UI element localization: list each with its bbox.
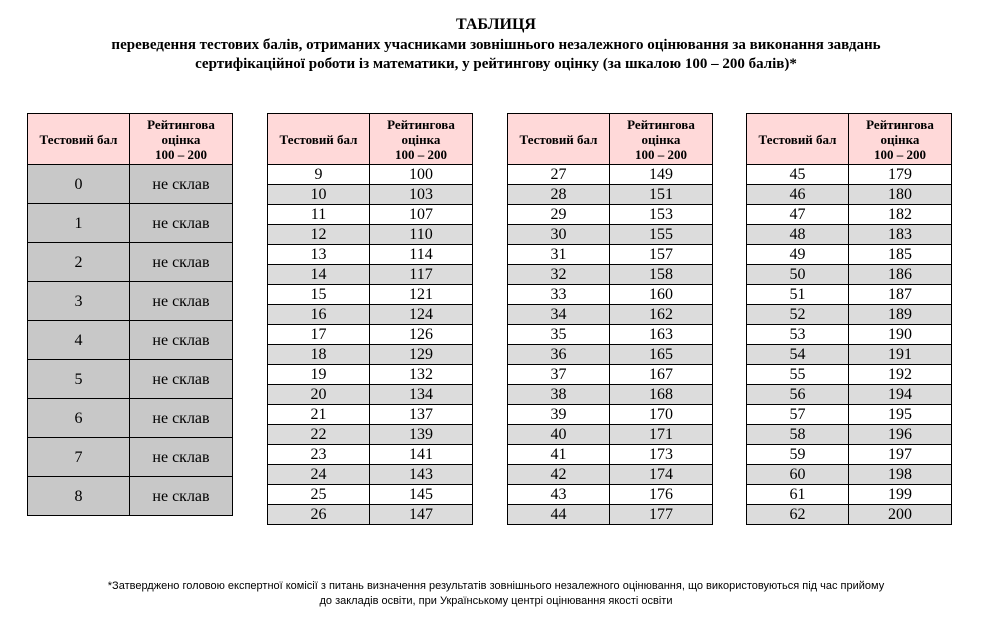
test-score-cell: 29 (508, 205, 610, 225)
test-score-cell: 30 (508, 225, 610, 245)
table-header-row (28, 114, 233, 165)
test-score-cell: 27 (508, 165, 610, 185)
footnote (0, 579, 992, 609)
table-row (268, 325, 473, 345)
rating-cell: 186 (849, 265, 952, 285)
rating-cell: 179 (849, 165, 952, 185)
test-score-cell: 0 (28, 165, 130, 204)
rating-cell: 149 (610, 165, 713, 185)
table-row (747, 465, 952, 485)
rating-cell: 114 (370, 245, 473, 265)
rating-cell: 124 (370, 305, 473, 325)
rating-cell: 162 (610, 305, 713, 325)
test-score-cell: 5 (28, 360, 130, 399)
table-row (268, 365, 473, 385)
test-score-cell: 34 (508, 305, 610, 325)
rating-cell: 110 (370, 225, 473, 245)
test-score-cell: 3 (28, 282, 130, 321)
table-row (268, 405, 473, 425)
test-score-cell: 37 (508, 365, 610, 385)
rating-cell: 151 (610, 185, 713, 205)
rating-cell: 100 (370, 165, 473, 185)
table-row (508, 325, 713, 345)
rating-cell: не склав (130, 204, 233, 243)
rating-cell: 199 (849, 485, 952, 505)
table-row (508, 505, 713, 525)
rating-cell: 191 (849, 345, 952, 365)
rating-cell: не склав (130, 321, 233, 360)
test-score-cell: 15 (268, 285, 370, 305)
test-score-cell: 21 (268, 405, 370, 425)
rating-cell: 171 (610, 425, 713, 445)
table-row (508, 205, 713, 225)
rating-cell: 170 (610, 405, 713, 425)
test-score-cell: 55 (747, 365, 849, 385)
rating-cell: 198 (849, 465, 952, 485)
table-row (268, 205, 473, 225)
test-score-cell: 42 (508, 465, 610, 485)
table-row (268, 485, 473, 505)
test-score-cell: 33 (508, 285, 610, 305)
test-score-cell: 25 (268, 485, 370, 505)
table-row (28, 438, 233, 477)
rating-cell: 147 (370, 505, 473, 525)
table-row (747, 245, 952, 265)
table-row (268, 305, 473, 325)
rating-cell: 167 (610, 365, 713, 385)
test-score-cell: 62 (747, 505, 849, 525)
table-row (747, 345, 952, 365)
test-score-cell: 54 (747, 345, 849, 365)
test-score-cell: 28 (508, 185, 610, 205)
rating-cell: 187 (849, 285, 952, 305)
rating-cell: 139 (370, 425, 473, 445)
table-row (747, 265, 952, 285)
table-row (28, 321, 233, 360)
test-score-cell: 12 (268, 225, 370, 245)
score-table-4 (746, 113, 952, 525)
rating-cell: 157 (610, 245, 713, 265)
rating-cell: 165 (610, 345, 713, 365)
table-row (268, 385, 473, 405)
test-score-cell: 11 (268, 205, 370, 225)
rating-cell: 174 (610, 465, 713, 485)
test-score-cell: 38 (508, 385, 610, 405)
test-score-cell: 1 (28, 204, 130, 243)
table-row (747, 205, 952, 225)
table-row (747, 305, 952, 325)
rating-cell: 141 (370, 445, 473, 465)
test-score-cell: 26 (268, 505, 370, 525)
test-score-cell: 13 (268, 245, 370, 265)
test-score-cell: 24 (268, 465, 370, 485)
test-score-cell: 43 (508, 485, 610, 505)
table-row (747, 365, 952, 385)
rating-cell: 158 (610, 265, 713, 285)
rating-cell: 195 (849, 405, 952, 425)
test-score-cell: 22 (268, 425, 370, 445)
rating-cell: 190 (849, 325, 952, 345)
test-score-cell: 23 (268, 445, 370, 465)
table-row (747, 165, 952, 185)
test-score-cell: 44 (508, 505, 610, 525)
table-row (747, 425, 952, 445)
table-row (508, 385, 713, 405)
test-score-cell: 52 (747, 305, 849, 325)
rating-cell: 196 (849, 425, 952, 445)
table-row (28, 243, 233, 282)
rating-cell: 107 (370, 205, 473, 225)
test-score-cell: 46 (747, 185, 849, 205)
subtitle-line-1: переведення тестових балів, отриманих учасниками зовнішнього незалежного оцінювання за виконання завдань (111, 37, 881, 53)
table-row (508, 225, 713, 245)
rating-cell: не склав (130, 399, 233, 438)
test-score-cell: 19 (268, 365, 370, 385)
rating-cell: 185 (849, 245, 952, 265)
rating-cell: не склав (130, 282, 233, 321)
table-row (508, 345, 713, 365)
table-row (508, 485, 713, 505)
score-table-1 (27, 113, 233, 516)
test-score-cell: 49 (747, 245, 849, 265)
table-row (747, 225, 952, 245)
rating-cell: не склав (130, 243, 233, 282)
test-score-cell: 4 (28, 321, 130, 360)
table-header-row (268, 114, 473, 165)
table-row (268, 245, 473, 265)
rating-cell: 160 (610, 285, 713, 305)
rating-cell: 132 (370, 365, 473, 385)
table-row (268, 505, 473, 525)
rating-cell: 168 (610, 385, 713, 405)
test-score-cell: 14 (268, 265, 370, 285)
test-score-cell: 16 (268, 305, 370, 325)
rating-cell: 173 (610, 445, 713, 465)
subtitle-line-2: сертифікаційної роботи із математики, у рейтингову оцінку (за шкалою 100 – 200 балів)* (195, 56, 797, 72)
table-row (747, 505, 952, 525)
header-rating: Рейтингова оцінка 100 – 200 (610, 114, 713, 165)
table-row (28, 204, 233, 243)
table-row (508, 365, 713, 385)
score-table-3 (507, 113, 713, 525)
rating-cell: 117 (370, 265, 473, 285)
test-score-cell: 8 (28, 477, 130, 516)
table-row (747, 485, 952, 505)
test-score-cell: 39 (508, 405, 610, 425)
test-score-cell: 45 (747, 165, 849, 185)
test-score-cell: 60 (747, 465, 849, 485)
table-row (268, 285, 473, 305)
footnote-line-2: до закладів освіти, при Українському центрі оцінювання якості освіти (319, 595, 673, 607)
test-score-cell: 6 (28, 399, 130, 438)
test-score-cell: 20 (268, 385, 370, 405)
test-score-cell: 58 (747, 425, 849, 445)
rating-cell: не склав (130, 165, 233, 204)
test-score-cell: 47 (747, 205, 849, 225)
test-score-cell: 41 (508, 445, 610, 465)
test-score-cell: 50 (747, 265, 849, 285)
test-score-cell: 7 (28, 438, 130, 477)
table-row (508, 165, 713, 185)
test-score-cell: 59 (747, 445, 849, 465)
rating-cell: 134 (370, 385, 473, 405)
test-score-cell: 36 (508, 345, 610, 365)
table-row (268, 445, 473, 465)
table-row (268, 345, 473, 365)
table-row (268, 265, 473, 285)
test-score-cell: 57 (747, 405, 849, 425)
table-row (508, 285, 713, 305)
rating-cell: 143 (370, 465, 473, 485)
header-test-score: Тестовий бал (508, 114, 610, 165)
test-score-cell: 35 (508, 325, 610, 345)
table-row (28, 399, 233, 438)
rating-cell: 137 (370, 405, 473, 425)
table-row (508, 185, 713, 205)
rating-cell: 200 (849, 505, 952, 525)
table-row (268, 465, 473, 485)
test-score-cell: 32 (508, 265, 610, 285)
table-row (28, 360, 233, 399)
rating-cell: 183 (849, 225, 952, 245)
footnote-line-1: *Затверджено головою експертної комісії з питань визначення результатів зовнішнього незалежного оцінювання, що використовуються під час прийому (107, 580, 885, 592)
table-row (508, 465, 713, 485)
table-row (508, 445, 713, 465)
rating-cell: 182 (849, 205, 952, 225)
rating-cell: не склав (130, 477, 233, 516)
table-row (747, 385, 952, 405)
rating-cell: 189 (849, 305, 952, 325)
rating-cell: 176 (610, 485, 713, 505)
rating-cell: 126 (370, 325, 473, 345)
test-score-cell: 56 (747, 385, 849, 405)
header-rating: Рейтингова оцінка 100 – 200 (370, 114, 473, 165)
table-row (508, 245, 713, 265)
header-test-score: Тестовий бал (268, 114, 370, 165)
test-score-cell: 2 (28, 243, 130, 282)
test-score-cell: 61 (747, 485, 849, 505)
header-rating: Рейтингова оцінка 100 – 200 (849, 114, 952, 165)
rating-cell: 180 (849, 185, 952, 205)
rating-cell: 155 (610, 225, 713, 245)
test-score-cell: 48 (747, 225, 849, 245)
rating-cell: 177 (610, 505, 713, 525)
test-score-cell: 17 (268, 325, 370, 345)
table-row (28, 477, 233, 516)
header-test-score: Тестовий бал (28, 114, 130, 165)
page-title: ТАБЛИЦЯ (456, 16, 536, 33)
table-row (747, 445, 952, 465)
page-subtitle (0, 36, 992, 74)
table-row (28, 165, 233, 204)
table-row (508, 425, 713, 445)
header-rating: Рейтингова оцінка 100 – 200 (130, 114, 233, 165)
rating-cell: 192 (849, 365, 952, 385)
table-header-row (508, 114, 713, 165)
test-score-cell: 53 (747, 325, 849, 345)
score-table-2 (267, 113, 473, 525)
table-row (268, 165, 473, 185)
table-row (747, 285, 952, 305)
test-score-cell: 40 (508, 425, 610, 445)
header-test-score: Тестовий бал (747, 114, 849, 165)
table-row (747, 405, 952, 425)
rating-cell: не склав (130, 360, 233, 399)
table-header-row (747, 114, 952, 165)
test-score-cell: 9 (268, 165, 370, 185)
test-score-cell: 31 (508, 245, 610, 265)
table-row (747, 325, 952, 345)
rating-cell: 163 (610, 325, 713, 345)
rating-cell: не склав (130, 438, 233, 477)
rating-cell: 103 (370, 185, 473, 205)
rating-cell: 194 (849, 385, 952, 405)
table-row (28, 282, 233, 321)
rating-cell: 145 (370, 485, 473, 505)
table-row (268, 185, 473, 205)
rating-cell: 197 (849, 445, 952, 465)
table-row (508, 405, 713, 425)
rating-cell: 121 (370, 285, 473, 305)
rating-cell: 153 (610, 205, 713, 225)
table-row (747, 185, 952, 205)
test-score-cell: 10 (268, 185, 370, 205)
table-row (508, 305, 713, 325)
table-row (268, 425, 473, 445)
rating-cell: 129 (370, 345, 473, 365)
table-row (268, 225, 473, 245)
test-score-cell: 51 (747, 285, 849, 305)
table-row (508, 265, 713, 285)
test-score-cell: 18 (268, 345, 370, 365)
